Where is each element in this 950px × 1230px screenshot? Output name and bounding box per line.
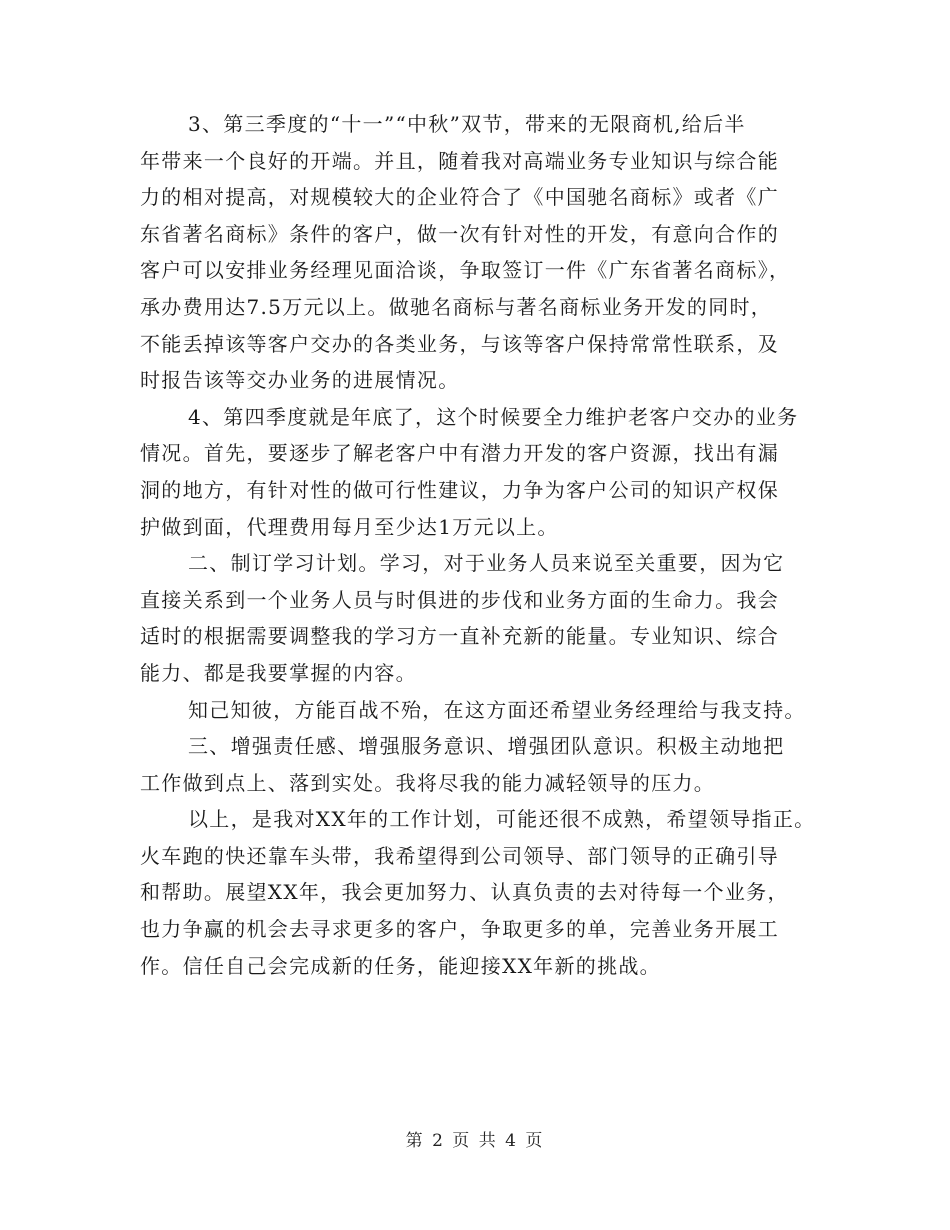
text-line: 时报告该等交办业务的进展情况。 [140,368,460,393]
text-line: 承办费用达7.5万元以上。做驰名商标与著名商标业务开发的同时， [140,294,773,319]
text-line: 年带来一个良好的开端。并且，随着我对高端业务专业知识与综合能 [140,148,779,173]
text-line: 不能丢掉该等客户交办的各类业务，与该等客户保持常常性联系，及 [140,331,779,356]
text-line: 二、制订学习计划。学习，对于业务人员来说至关重要，因为它 [188,551,785,576]
text-line: 作。信任自己会完成新的任务，能迎接XX年新的挑战。 [140,953,661,978]
text-line: 洞的地方，有针对性的做可行性建议，力争为客户公司的知识产权保 [140,477,779,502]
page-footer: 第 2 页 共 4 页 [405,1131,545,1151]
text-line: 和帮助。展望XX年，我会更加努力、认真负责的去对待每一个业务， [140,880,789,905]
text-line: 适时的根据需要调整我的学习方一直补充新的能量。专业知识、综合 [140,624,779,649]
text-line: 以上，是我对XX年的工作计划，可能还很不成熟，希望领导指正。 [188,807,816,832]
text-line: 4、第四季度就是年底了，这个时候要全力维护老客户交办的业务 [188,404,799,429]
text-line: 客户可以安排业务经理见面洽谈，争取签订一件《广东省著名商标》， [140,258,791,283]
text-line: 工作做到点上、落到实处。我将尽我的能力减轻领导的压力。 [140,770,716,795]
text-line: 3、第三季度的“十一”“中秋”双节，带来的无限商机,给后半 [188,112,746,136]
text-line: 三、增强责任感、增强服务意识、增强团队意识。积极主动地把 [188,734,785,759]
text-line: 力的相对提高，对规模较大的企业符合了《中国驰名商标》或者《广 [140,185,779,210]
text-line: 东省著名商标》条件的客户，做一次有针对性的开发，有意向合作的 [140,221,779,246]
text-line: 护做到面，代理费用每月至少达1万元以上。 [140,514,559,539]
text-line: 也力争赢的机会去寻求更多的客户，争取更多的单，完善业务开展工 [140,917,779,942]
text-line: 情况。首先，要逐步了解老客户中有潜力开发的客户资源，找出有漏 [140,441,779,466]
text-line: 火车跑的快还靠车头带，我希望得到公司领导、部门领导的正确引导 [140,843,779,868]
document-body [140,106,820,984]
text-line: 知己知彼，方能百战不殆，在这方面还希望业务经理给与我支持。 [188,697,806,722]
text-line: 直接关系到一个业务人员与时俱进的步伐和业务方面的生命力。我会 [140,587,779,612]
text-line: 能力、都是我要掌握的内容。 [140,660,417,685]
